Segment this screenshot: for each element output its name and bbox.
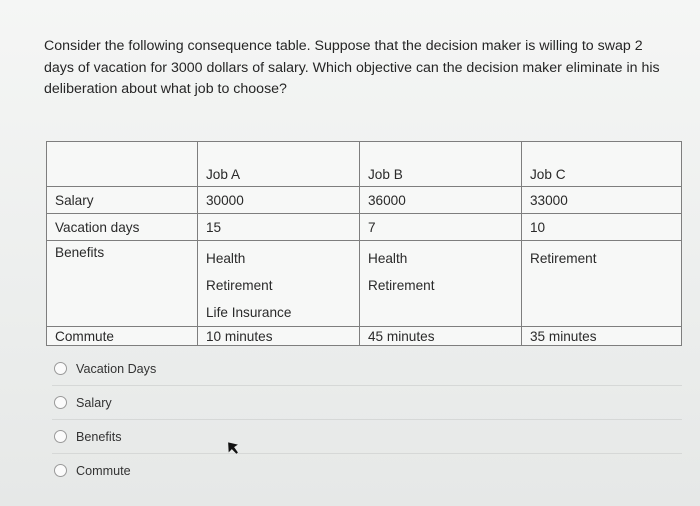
option-salary[interactable] — [52, 385, 682, 419]
option-commute[interactable] — [52, 453, 682, 487]
row-label-salary: Salary — [47, 187, 198, 214]
benefit-item: Life Insurance — [206, 305, 292, 320]
row-label-vacation: Vacation days — [47, 214, 198, 241]
row-label-commute: Commute — [47, 327, 198, 346]
consequence-table — [46, 141, 682, 346]
salary-job-b: 36000 — [360, 187, 522, 214]
option-label: Salary — [76, 395, 112, 410]
option-vacation-days[interactable] — [52, 352, 682, 385]
table-row-vacation — [47, 214, 682, 241]
radio-button[interactable] — [54, 430, 67, 443]
header-job-c: Job C — [522, 142, 682, 187]
table-row-salary — [47, 187, 682, 214]
option-benefits[interactable] — [52, 419, 682, 453]
benefit-item: Health — [206, 251, 246, 266]
benefit-item: Retirement — [206, 278, 273, 293]
table-row-commute — [47, 327, 682, 346]
answer-options — [52, 352, 682, 487]
header-job-a: Job A — [198, 142, 360, 187]
benefits-job-b — [360, 241, 522, 327]
benefit-item: Retirement — [368, 278, 435, 293]
option-label: Commute — [76, 463, 131, 478]
table-row-benefits — [47, 241, 682, 327]
question-text: Consider the following consequence table. Suppose that the decision maker is willing to swap 2 days of vacation for 3000 dollars of salary. Which objective can the decision maker eliminate in his deliberation about what job to choose? — [44, 38, 660, 97]
header-empty-cell — [47, 142, 198, 187]
benefits-job-a — [198, 241, 360, 327]
benefits-job-c — [522, 241, 682, 327]
commute-job-b: 45 minutes — [360, 327, 522, 346]
radio-button[interactable] — [54, 362, 67, 375]
mouse-cursor-icon — [226, 441, 238, 455]
row-label-benefits: Benefits — [47, 241, 198, 327]
salary-job-a: 30000 — [198, 187, 360, 214]
vacation-job-a: 15 — [198, 214, 360, 241]
salary-job-c: 33000 — [522, 187, 682, 214]
radio-button[interactable] — [54, 464, 67, 477]
commute-job-a: 10 minutes — [198, 327, 360, 346]
benefit-item: Health — [368, 251, 408, 266]
header-job-b: Job B — [360, 142, 522, 187]
benefit-item: Retirement — [530, 251, 597, 266]
vacation-job-c: 10 — [522, 214, 682, 241]
radio-button[interactable] — [54, 396, 67, 409]
vacation-job-b: 7 — [360, 214, 522, 241]
option-label: Vacation Days — [76, 361, 157, 376]
commute-job-c: 35 minutes — [522, 327, 682, 346]
table-header-row — [47, 142, 682, 187]
option-label: Benefits — [76, 429, 122, 444]
